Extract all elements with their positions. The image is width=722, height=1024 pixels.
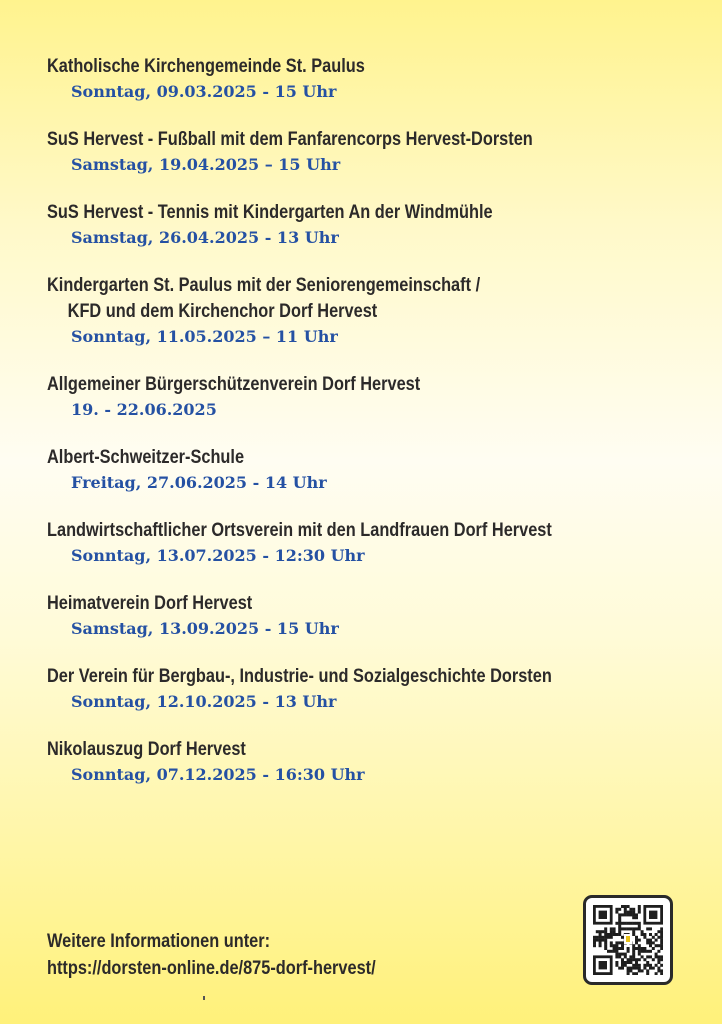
- event-item: [47, 518, 687, 568]
- event-date: Samstag, 26.04.2025 - 13 Uhr: [71, 228, 339, 247]
- event-date: Sonntag, 13.07.2025 - 12:30 Uhr: [71, 546, 365, 565]
- event-date: Samstag, 13.09.2025 - 15 Uhr: [71, 619, 339, 638]
- event-item: [47, 737, 687, 787]
- event-date: Sonntag, 11.05.2025 – 11 Uhr: [71, 327, 338, 346]
- event-title: Albert-Schweitzer-Schule: [47, 447, 245, 468]
- footer: [47, 928, 429, 982]
- event-date: Sonntag, 12.10.2025 - 13 Uhr: [71, 692, 337, 711]
- event-title: Heimatverein Dorf Hervest: [47, 593, 253, 614]
- event-item: [47, 664, 687, 714]
- event-item: [47, 54, 687, 104]
- info-label: Weitere Informationen unter:: [47, 931, 271, 952]
- event-title: SuS Hervest - Fußball mit dem Fanfarencorps Hervest-Dorsten: [47, 129, 533, 150]
- info-url-link[interactable]: https://dorsten-online.de/875-dorf-hervest/: [47, 958, 376, 979]
- event-title: Katholische Kirchengemeinde St. Paulus: [47, 56, 365, 77]
- event-item: [47, 591, 687, 641]
- event-date: Sonntag, 09.03.2025 - 15 Uhr: [71, 82, 337, 101]
- event-title: Allgemeiner Bürgerschützenverein Dorf Hervest: [47, 374, 421, 395]
- event-item: [47, 372, 687, 422]
- event-date: 19. - 22.06.2025: [71, 400, 217, 419]
- event-title: Der Verein für Bergbau-, Industrie- und Sozialgeschichte Dorsten: [47, 666, 552, 687]
- event-title: Landwirtschaftlicher Ortsverein mit den Landfrauen Dorf Hervest: [47, 520, 552, 541]
- scan-speck: [203, 996, 205, 1000]
- event-title-line2: KFD und dem Kirchenchor Dorf Hervest: [67, 301, 378, 322]
- event-item: [47, 200, 687, 250]
- event-title: SuS Hervest - Tennis mit Kindergarten An der Windmühle: [47, 202, 493, 223]
- event-item: [47, 445, 687, 495]
- event-title: Nikolauszug Dorf Hervest: [47, 739, 246, 760]
- event-date: Samstag, 19.04.2025 – 15 Uhr: [71, 155, 341, 174]
- event-date: Freitag, 27.06.2025 - 14 Uhr: [71, 473, 327, 492]
- qr-code-graphic: [593, 905, 663, 975]
- event-list: [47, 54, 687, 810]
- event-item: [47, 273, 687, 349]
- event-date: Sonntag, 07.12.2025 - 16:30 Uhr: [71, 765, 365, 784]
- event-item: [47, 127, 687, 177]
- event-title: Kindergarten St. Paulus mit der Seniorengemeinschaft /: [47, 275, 481, 296]
- qr-code-icon[interactable]: [583, 895, 673, 985]
